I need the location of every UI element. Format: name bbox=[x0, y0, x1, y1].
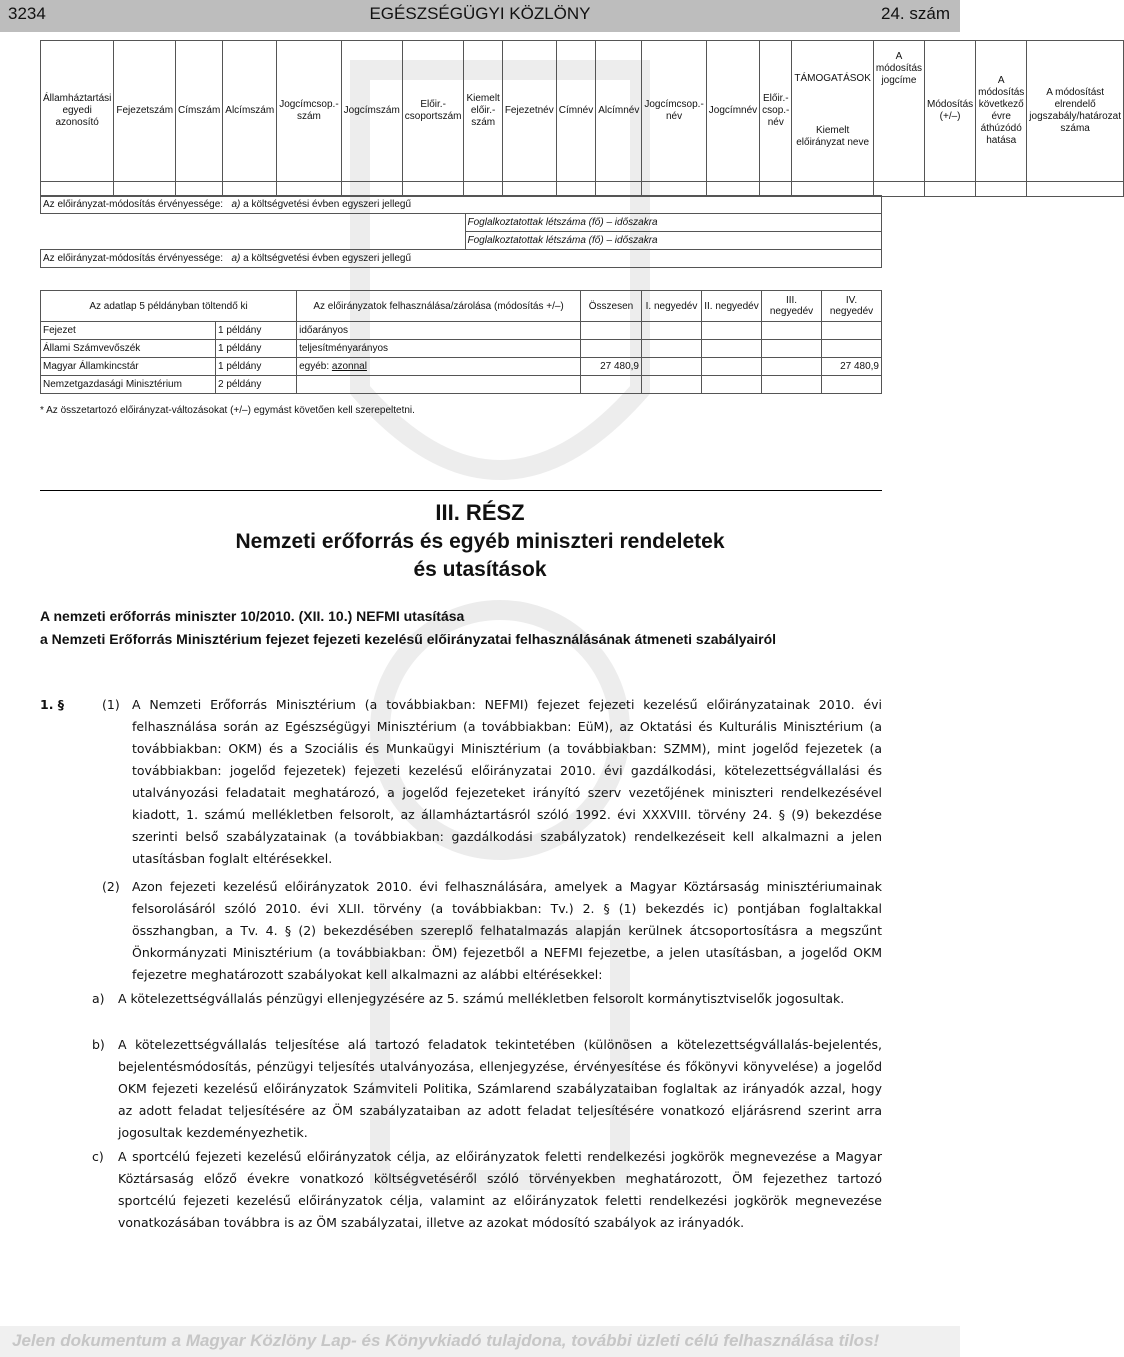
header-q2: II. negyedév bbox=[702, 291, 762, 322]
col-header: Államháztartási egyedi azonosító bbox=[41, 41, 114, 182]
type-value: azonnal bbox=[331, 361, 367, 372]
col-header: Alcímszám bbox=[223, 41, 277, 182]
section-label: 1. § bbox=[40, 697, 65, 712]
header-left: Az adatlap 5 példányban töltendő ki bbox=[41, 291, 297, 322]
regulation-subtitle: a Nemzeti Erőforrás Minisztérium fejezet fejezeti kezelésű előirányzatai felhasználásának átmeneti szabályairól bbox=[40, 631, 777, 647]
col-header: Címnév bbox=[556, 41, 595, 182]
validity-a: a) bbox=[231, 199, 241, 210]
org: Nemzetgazdasági Minisztérium bbox=[41, 376, 216, 394]
validity-row bbox=[41, 250, 882, 268]
q4 bbox=[822, 322, 882, 340]
table-row bbox=[41, 322, 882, 340]
header-use: Az előirányzatok felhasználása/zárolása (módosítás +/–) bbox=[297, 291, 581, 322]
copies: 1 példány bbox=[216, 358, 297, 376]
copies: 1 példány bbox=[216, 340, 297, 358]
point-label: a) bbox=[92, 991, 105, 1006]
col-header: A módosítást elrendelő jogszabály/határozat száma bbox=[1027, 41, 1124, 182]
para-text: A Nemzeti Erőforrás Minisztérium (a továbbiakban: NEFMI) fejezet fejezeti kezelésű előirányzatainak 2010. évi felhasználása során az Egészségügyi Minisztérium (a továbbiakban: EüM), az Oktatási és Kulturális Minisztérium (a továbbiakban: OKM) és a Szociális és Munkaügyi Minisztérium (a továbbiakban: SZMM), mint jogelőd fejezetek (a továbbiakban: jogelőd fejezetek) fejezeti kezelésű előirányzatai 2010. évi gazdálkodási, kötelezettségvállalási és utalványozási feladatait meghatározó, a jogelőd fejezeteket irányító szerv vezetőjének miniszteri rendelkezésével kiadott, 1. számú mellékletben felsorolt, az államháztartásról szóló 1992. évi XXXVIII. törvény 24. § (9) bekezdése szerinti belső szabályzatainak (a továbbiakban: gazdálkodási szabályzatok) rendelkezéseit kell alkalmazni a jelen utasításban foglalt eltérésekkel. bbox=[132, 697, 882, 866]
part-title: Nemzeti erőforrás és egyéb miniszteri rendeletek bbox=[235, 530, 725, 553]
staff-row: Foglalkoztatottak létszáma (fő) – időszakra bbox=[465, 232, 882, 250]
support-header-table bbox=[40, 40, 1124, 197]
q4 bbox=[822, 340, 882, 358]
col-header: Módosítás (+/–) bbox=[925, 41, 976, 182]
type bbox=[297, 376, 581, 394]
col-header: Jogcímnév bbox=[706, 41, 759, 182]
q4 bbox=[822, 376, 882, 394]
table-row bbox=[41, 358, 882, 376]
footnote: * Az összetartozó előirányzat-változásokat (+/–) egymást követően kell szerepeltetni. bbox=[40, 405, 415, 416]
col-header: Jogcímcsop.-név bbox=[642, 41, 706, 182]
page-number: 3234 bbox=[8, 4, 46, 23]
header-q1: I. negyedév bbox=[642, 291, 702, 322]
table-row bbox=[41, 340, 882, 358]
para-number: (1) bbox=[102, 697, 120, 712]
point-label: b) bbox=[92, 1037, 105, 1052]
col-header: Kiemelt előir.-szám bbox=[464, 41, 502, 182]
validity-text: a költségvetési évben egyszeri jellegű bbox=[243, 253, 412, 264]
total bbox=[581, 322, 642, 340]
col-header: Előir.-csop.-név bbox=[760, 41, 792, 182]
point-text: A sportcélú fejezeti kezelésű előirányzatok célja, az előirányzatok feletti rendelkezési jogkörök megnevezése a Magyar Köztársaság előző évekre vonatkozó költségvetéséről szóló törvényekben meghatározott, ÖM fejezethez tartozó sportcélú fejezeti kezelésű előirányzatok célja, valamint az előirányzatok feletti rendelkezési jogkörök megnevezése vonatkozásában továbbra is az ÖM szabályzatai, illetve az azokat módosító szabályok az irányadók. bbox=[118, 1149, 882, 1230]
validity-label: Az előirányzat-módosítás érvényessége: bbox=[43, 253, 224, 264]
col-header: A módosítás következő évre áthúzódó hatása bbox=[976, 41, 1027, 182]
part-title: és utasítások bbox=[413, 558, 547, 581]
validity-a: a) bbox=[231, 253, 241, 264]
col-header: Jogcímszám bbox=[341, 41, 402, 182]
validity-table bbox=[40, 195, 882, 268]
issue-number: 24. szám bbox=[881, 4, 950, 23]
total: 27 480,9 bbox=[581, 358, 642, 376]
total bbox=[581, 340, 642, 358]
col-header: Jogcímcsop.-szám bbox=[277, 41, 341, 182]
section-1-para-2 bbox=[40, 876, 882, 986]
point-c bbox=[92, 1146, 882, 1234]
col-header: Fejezetnév bbox=[502, 41, 556, 182]
copyright-notice: Jelen dokumentum a Magyar Közlöny Lap- és Könyvkiadó tulajdona, további üzleti célú felhasználása tilos! bbox=[12, 1331, 880, 1350]
type: teljesítményarányos bbox=[297, 340, 581, 358]
support-col bbox=[792, 41, 874, 182]
point-text: A kötelezettségvállalás pénzügyi ellenjegyzésére az 5. számú mellékletben felsorolt kormánytisztviselők jogosultak. bbox=[118, 991, 845, 1006]
regulation-title: A nemzeti erőforrás miniszter 10/2010. (XII. 10.) NEFMI utasítása bbox=[40, 608, 465, 624]
part-number: III. RÉSZ bbox=[435, 500, 525, 525]
org: Fejezet bbox=[41, 322, 216, 340]
validity-label: Az előirányzat-módosítás érvényessége: bbox=[43, 199, 224, 210]
org: Állami Számvevőszék bbox=[41, 340, 216, 358]
staff-row: Foglalkoztatottak létszáma (fő) – időszakra bbox=[465, 214, 882, 232]
point-text: A kötelezettségvállalás teljesítése alá tartozó feladatok tekintetében (különösen a kötelezettségvállalás-bejelentés, bejelentésmódosítás, pénzügyi teljesítés utalványozása, ellenjegyzése, érvényesítése és főkönyvi könyvelése) a jogelőd OKM fejezeti kezelésű előirányzatok Számviteli Politika, Számlarend szabályzataiban foglaltak az irányadók azzal, hogy az adott feladat teljesítésére az ÖM szabályzataiban az adott feladat teljesítésére vonatkozó eljárásrend szerint arra jogosultak kezdeményezhetik. bbox=[118, 1037, 882, 1140]
header-q4: IV. negyedév bbox=[822, 291, 882, 322]
col-header bbox=[873, 41, 924, 182]
org: Magyar Államkincstár bbox=[41, 358, 216, 376]
section-1-para-1 bbox=[40, 694, 882, 870]
distribution-table bbox=[40, 290, 882, 394]
point-label: c) bbox=[92, 1149, 104, 1164]
support-title: TÁMOGATÁSOK bbox=[794, 73, 871, 84]
col-header: Fejezetszám bbox=[114, 41, 176, 182]
point-b bbox=[92, 1034, 882, 1144]
header-q3: III. negyedév bbox=[762, 291, 822, 322]
para-number: (2) bbox=[102, 879, 120, 894]
col-header: Előir.-csoportszám bbox=[402, 41, 464, 182]
copies: 2 példány bbox=[216, 376, 297, 394]
col-jogcim: A módosítás jogcíme bbox=[875, 51, 923, 86]
support-sub: Kiemelt előirányzat neve bbox=[796, 125, 870, 148]
page-header bbox=[0, 0, 960, 32]
total bbox=[581, 376, 642, 394]
col-header: Címszám bbox=[176, 41, 223, 182]
divider bbox=[40, 490, 882, 491]
type bbox=[297, 358, 581, 376]
para-text: Azon fejezeti kezelésű előirányzatok 2010. évi felhasználására, amelyek a Magyar Köztársaság minisztériumainak felsorolásáról szóló 2010. évi XLII. törvény (a továbbiakban: Tv.) 2. § (1) bekezdés ic) pontjában foglaltakkal összhangban, a Tv. 4. § (2) bekezdésében szereplő felhatalmazás alapján kerülnek átcsoportosításra a megszűnt Önkormányzati Minisztérium (a továbbiakban: ÖM) fejezetből a NEFMI fejezetbe, a jelen utasításban, a jogelőd OKM fejezetre meghatározott szabályokat kell alkalmazni az alábbi eltérésekkel: bbox=[132, 879, 882, 982]
table-row bbox=[41, 376, 882, 394]
point-a bbox=[92, 988, 882, 1010]
col-header: Alcímnév bbox=[596, 41, 642, 182]
header-total: Összesen bbox=[581, 291, 642, 322]
q4: 27 480,9 bbox=[822, 358, 882, 376]
validity-row bbox=[41, 196, 882, 214]
validity-text: a költségvetési évben egyszeri jellegű bbox=[243, 199, 412, 210]
type-label: egyéb: bbox=[299, 361, 330, 372]
type: időarányos bbox=[297, 322, 581, 340]
journal-title: EGÉSZSÉGÜGYI KÖZLÖNY bbox=[369, 4, 591, 23]
copies: 1 példány bbox=[216, 322, 297, 340]
page-footer bbox=[0, 1326, 960, 1357]
